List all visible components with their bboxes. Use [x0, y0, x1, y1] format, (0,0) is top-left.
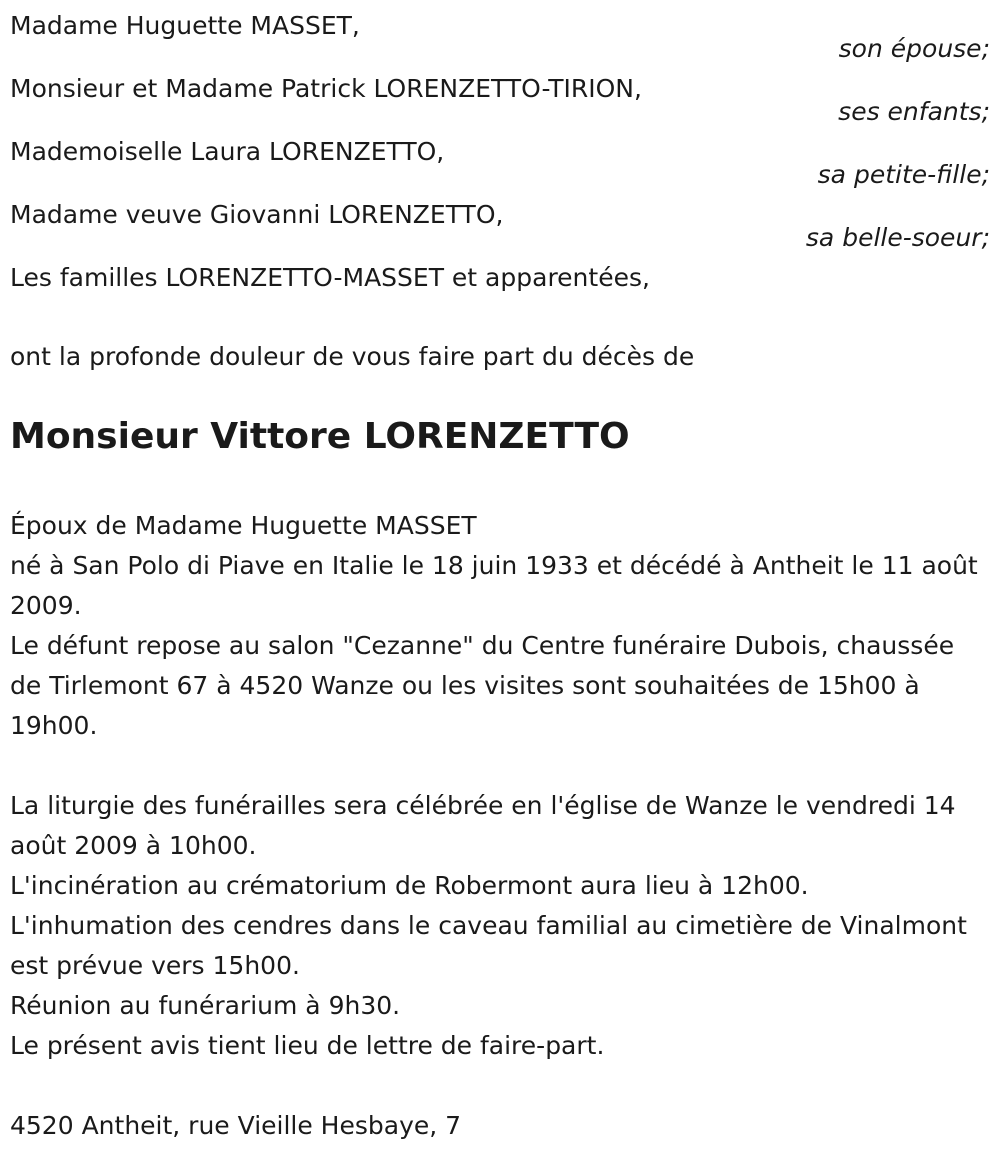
- family-entry: [10, 0, 990, 63]
- family-relation: sa petite-fille;: [817, 160, 990, 189]
- spouse-line: Époux de Madame Huguette MASSET: [10, 511, 477, 540]
- family-member-name: Les familles LORENZETTO-MASSET et apparentées,: [10, 263, 650, 292]
- family-relation: sa belle-soeur;: [805, 223, 990, 252]
- family-member-name: Mademoiselle Laura LORENZETTO,: [10, 137, 445, 166]
- liturgy-line: La liturgie des funérailles sera célébrée en l'église de Wanze le vendredi 14 août 2009 à 10h00.: [10, 791, 956, 860]
- family-relation: ses enfants;: [838, 97, 990, 126]
- family-list: [10, 0, 990, 315]
- family-relation: son épouse;: [838, 34, 990, 63]
- family-member-name: Madame veuve Giovanni LORENZETTO,: [10, 200, 504, 229]
- repose-line: Le défunt repose au salon "Cezanne" du Centre funéraire Dubois, chaussée de Tirlemont 67 à 4520 Wanze ou les visites sont souhaitées de 15h00 à 19h00.: [10, 631, 955, 740]
- family-member-name: Monsieur et Madame Patrick LORENZETTO-TIRION,: [10, 74, 642, 103]
- incineration-line: L'incinération au crématorium de Robermont aura lieu à 12h00.: [10, 871, 809, 900]
- announcement-intro: ont la profonde douleur de vous faire part du décès de: [10, 342, 695, 371]
- deceased-name: Monsieur Vittore LORENZETTO: [10, 416, 630, 457]
- biography-paragraph: [10, 506, 990, 746]
- family-entry: [10, 189, 990, 252]
- family-entry: [10, 252, 990, 315]
- family-member-name: Madame Huguette MASSET,: [10, 11, 360, 40]
- birth-death-line: né à San Polo di Piave en Italie le 18 juin 1933 et décédé à Antheit le 11 août 2009.: [10, 551, 978, 620]
- ceremony-paragraph: [10, 786, 990, 1066]
- family-entry: [10, 63, 990, 126]
- family-address: 4520 Antheit, rue Vieille Hesbaye, 7: [10, 1111, 462, 1140]
- inhumation-line: L'inhumation des cendres dans le caveau familial au cimetière de Vinalmont est prévue vers 15h00.: [10, 911, 967, 980]
- notice-line: Le présent avis tient lieu de lettre de faire-part.: [10, 1031, 605, 1060]
- family-entry: [10, 126, 990, 189]
- meeting-line: Réunion au funérarium à 9h30.: [10, 991, 401, 1020]
